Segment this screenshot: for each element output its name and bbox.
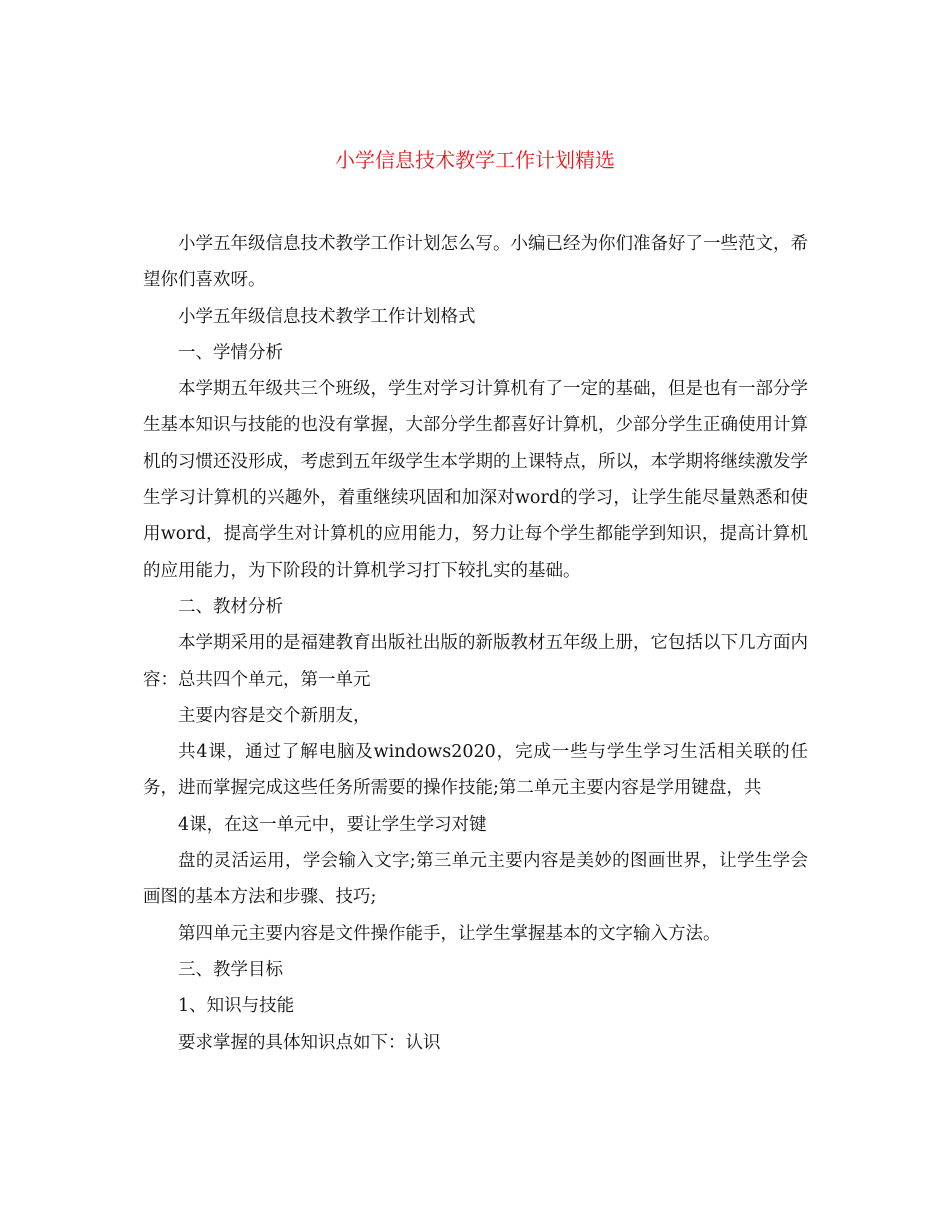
document-body — [143, 226, 808, 1061]
document-title: 小学信息技术教学工作计划精选 — [335, 148, 615, 172]
paragraph-unit-one: 主要内容是交个新朋友， — [178, 705, 371, 726]
paragraph-textbook-overview: 本学期采用的是福建教育出版社出版的新版教材五年级上册，它包括以下几方面内容：总共四个单元，第一单元 — [143, 633, 808, 690]
paragraph-unit-three: 盘的灵活运用，学会输入文字;第三单元主要内容是美妙的图画世界，让学生学会画图的基本方法和步骤、技巧; — [143, 851, 808, 908]
paragraph-format-heading: 小学五年级信息技术教学工作计划格式 — [178, 306, 476, 327]
subheading-knowledge-skills: 1、知识与技能 — [178, 996, 295, 1017]
section-heading-teaching-goals: 三、教学目标 — [178, 959, 283, 980]
paragraph-knowledge-points: 要求掌握的具体知识点如下：认识 — [178, 1032, 441, 1053]
paragraph-unit-two: 4课，在这一单元中，要让学生学习对键 — [178, 814, 487, 835]
paragraph-intro: 小学五年级信息技术教学工作计划怎么写。小编已经为你们准备好了一些范文，希望你们喜欢呀。 — [143, 234, 808, 291]
paragraph-unit-one-detail: 共4课，通过了解电脑及windows2020，完成一些与学生学习生活相关联的任务，进而掌握完成这些任务所需要的操作技能;第二单元主要内容是学用键盘，共 — [143, 742, 808, 799]
section-heading-student-analysis: 一、学情分析 — [178, 342, 283, 363]
paragraph-student-analysis: 本学期五年级共三个班级，学生对学习计算机有了一定的基础，但是也有一部分学生基本知识与技能的也没有掌握，大部分学生都喜好计算机，少部分学生正确使用计算机的习惯还没形成，考虑到五年级学生本学期的上课特点，所以，本学期将继续激发学生学习计算机的兴趣外，着重继续巩固和加深对word的学习，让学生能尽量熟悉和使用word，提高学生对计算机的应用能力，努力让每个学生都能学到知识，提高计算机的应用能力，为下阶段的计算机学习打下较扎实的基础。 — [143, 379, 808, 581]
section-heading-textbook-analysis: 二、教材分析 — [178, 596, 283, 617]
paragraph-unit-four: 第四单元主要内容是文件操作能手，让学生掌握基本的文字输入方法。 — [178, 923, 721, 944]
